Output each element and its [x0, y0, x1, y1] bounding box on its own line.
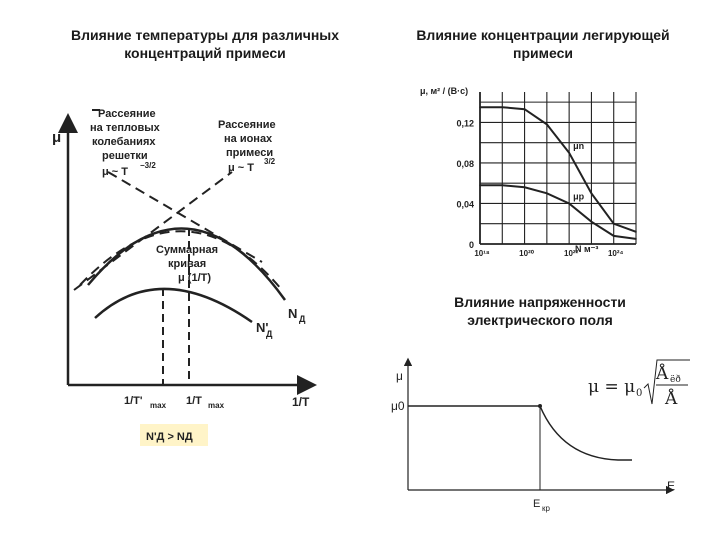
ion-formula: μ ~ T — [228, 162, 254, 174]
formula-left: μ = μ — [588, 377, 636, 397]
conc-x-tick-label: 10¹⁸ — [474, 249, 490, 258]
conc-x-tick-label: 10²⁰ — [519, 249, 534, 258]
temp-y-label: μ — [52, 129, 62, 146]
conc-x-tick-label: 10²⁴ — [607, 249, 624, 258]
ion-label-line-3: примеси — [226, 147, 274, 159]
temp-x-label: 1/T — [292, 395, 310, 409]
formula-denominator: Å — [665, 389, 678, 409]
lattice-label-line-2: на тепловых — [90, 122, 160, 134]
curve-nd-label: N — [288, 306, 298, 321]
lattice-label-line-4: решетки — [102, 150, 148, 162]
conc-series-label-μp: μp — [573, 191, 585, 202]
curve-nd-prime-label-sub: Д — [266, 329, 273, 339]
conc-y-tick-label: 0 — [468, 240, 474, 250]
curve-nd-prime-label: N' — [256, 320, 269, 335]
curve-nd-label-sub: Д — [299, 314, 306, 324]
title-field-line-1: Влияние напряженности — [454, 294, 626, 310]
field-ecr-label-sub: кр — [542, 504, 550, 513]
formula-numerator-sub: ëð — [670, 375, 681, 385]
sum-label-line-2: кривая — [168, 258, 207, 270]
condition-text: N'Д > NД — [146, 431, 193, 443]
tick-tmax-prime-sub: max — [150, 401, 167, 410]
title-concentration-line-2: примеси — [513, 45, 573, 61]
conc-y-unit: μ, м² / (В·с) — [420, 86, 469, 96]
lattice-label-line-3: колебаниях — [92, 136, 156, 148]
lattice-label-line-1: Рассеяние — [98, 108, 156, 120]
title-field-line-2: электрического поля — [467, 312, 613, 328]
field-curve — [408, 406, 632, 460]
formula-numerator: Å — [656, 364, 669, 384]
field-ecr-label: E — [533, 498, 541, 510]
conc-series-label-μn: μn — [573, 140, 585, 151]
field-x-label: E — [667, 479, 676, 493]
ion-label-line-1: Рассеяние — [218, 119, 276, 131]
title-temperature-line-1: Влияние температуры для различных — [70, 27, 340, 43]
sum-label-line-3: μ (1/T) — [178, 272, 212, 284]
conc-y-tick-label: 0,04 — [456, 199, 474, 210]
lattice-formula: μ ~ T — [102, 166, 128, 178]
title-concentration-line-1: Влияние концентрации легирующей — [416, 27, 670, 43]
field-mu0-label: μ0 — [391, 399, 405, 413]
lattice-formula-exp: −3/2 — [140, 161, 156, 170]
field-y-label: μ — [396, 369, 403, 383]
conc-y-tick-label: 0,08 — [456, 158, 474, 169]
ion-formula-exp: 3/2 — [264, 157, 276, 166]
formula-sub: 0 — [636, 388, 643, 399]
conc-y-tick-label: 0,12 — [456, 118, 474, 129]
conc-x-tick-label: 10²² — [564, 249, 579, 258]
sum-label-line-1: Суммарная — [156, 244, 219, 256]
tick-tmax-sub: max — [208, 401, 225, 410]
conc-x-unit: N м⁻³ — [575, 244, 599, 254]
ion-label-line-2: на ионах — [224, 133, 273, 145]
title-temperature-line-2: концентраций примеси — [124, 45, 286, 61]
tick-tmax-prime: 1/T' — [124, 395, 143, 407]
tick-tmax: 1/T — [186, 395, 202, 407]
